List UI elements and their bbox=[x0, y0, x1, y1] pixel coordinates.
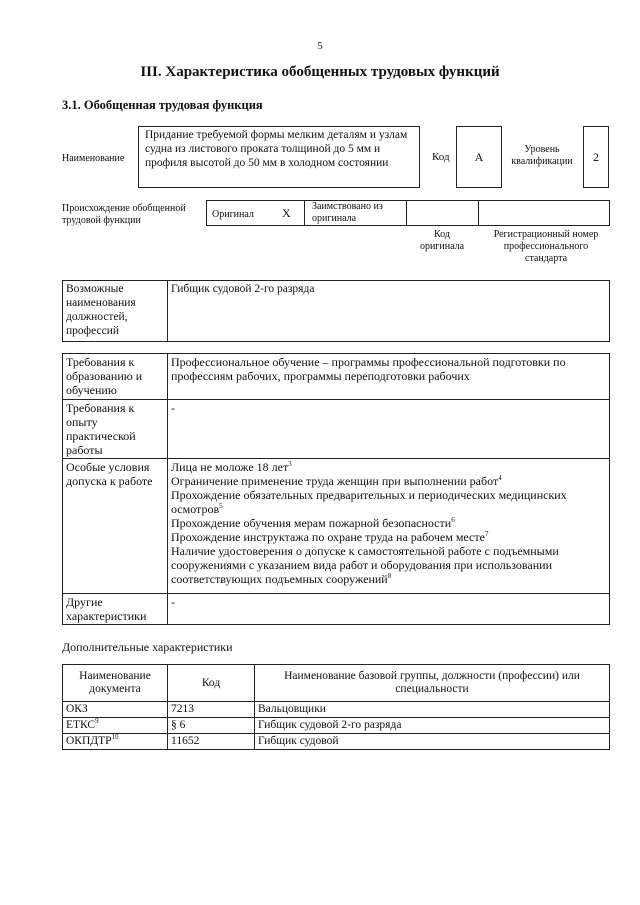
requirements-row-education bbox=[63, 354, 610, 400]
borrowed-label: Заимствовано из оригинала bbox=[312, 201, 383, 224]
level-label: Уровень квалификации bbox=[511, 144, 573, 167]
requirements-row-experience bbox=[63, 400, 610, 459]
footnote-ref: 8 bbox=[387, 572, 392, 580]
condition-line-fire: Прохождение обучения мерам пожарной безопасности$^6$ bbox=[171, 516, 455, 530]
experience-label: Требования к опыту практической работы bbox=[63, 400, 168, 459]
requirements-row-conditions bbox=[63, 459, 610, 594]
positions-label: Возможные наименования должностей, профессий bbox=[63, 281, 168, 342]
condition-line-medical: Прохождение обязательных предварительных и периодических медицинских осмотров$^5$ bbox=[171, 488, 567, 516]
section-title: III. Характеристика обобщенных трудовых функций bbox=[140, 64, 500, 80]
header-name: Наименование базовой группы, должности (профессии) или специальности bbox=[255, 665, 610, 702]
code-cell: 11652 bbox=[168, 734, 255, 750]
doc-cell: ЕТКС$^9$ bbox=[63, 718, 168, 734]
condition-line-safety: Прохождение инструктажа по охране труда на рабочем месте$^7$ bbox=[171, 530, 489, 544]
footnote-ref: 5 bbox=[219, 502, 223, 510]
experience-line: - bbox=[171, 401, 175, 415]
table-row bbox=[63, 718, 610, 734]
condition-line-women: Ограничение применение труда женщин при выполнении работ$^4$ bbox=[171, 474, 502, 488]
code-value-box bbox=[456, 126, 502, 188]
page-number: 5 bbox=[317, 40, 323, 52]
original-label: Оригинал bbox=[212, 209, 254, 220]
education-line: Профессиональное обучение – программы профессиональной подготовки по профессиям рабочих, программы переподготовки рабочих bbox=[171, 355, 566, 383]
name-label: Наименование bbox=[62, 153, 125, 164]
name-cell: Гибщик судовой 2-го разряда bbox=[255, 718, 610, 734]
origin-divider-1 bbox=[304, 200, 305, 226]
doc-cell: ОКЗ bbox=[63, 702, 168, 718]
code-original-caption: Код оригинала bbox=[419, 229, 465, 252]
code-cell: 7213 bbox=[168, 702, 255, 718]
conditions-label: Особые условия допуска к работе bbox=[63, 459, 168, 594]
conditions-value bbox=[168, 459, 610, 594]
footnote-ref: 7 bbox=[484, 530, 489, 538]
table-row bbox=[63, 702, 610, 718]
doc-cell: ОКПДТР$^{10}$ bbox=[63, 734, 168, 750]
other-line: - bbox=[171, 595, 175, 609]
positions-table bbox=[62, 280, 610, 342]
level-value-box bbox=[583, 126, 609, 188]
condition-line-certificate: Наличие удостоверения о допуске к самостоятельной работе с подъемными сооружениями с указанием вида работ и оборудования при использовании соответствующих подъемных сооружений$^8$ bbox=[171, 544, 559, 586]
origin-divider-2 bbox=[406, 200, 407, 226]
function-name-value: Придание требуемой формы мелким деталям и узлам судна из листового проката толщиной до 5 мм и профиля высотой до 50 мм в холодном состоянии bbox=[145, 129, 408, 169]
reg-number-caption: Регистрационный номер профессионального стандарта bbox=[493, 229, 599, 264]
other-label: Другие характеристики bbox=[63, 594, 168, 625]
origin-label: Происхождение обобщенной трудовой функции bbox=[62, 203, 186, 226]
header-document: Наименование документа bbox=[63, 665, 168, 702]
subsection-title: 3.1. Обобщенная трудовая функция bbox=[62, 98, 263, 112]
code-label: Код bbox=[432, 151, 450, 163]
positions-row bbox=[63, 281, 610, 342]
education-label: Требования к образованию и обучению bbox=[63, 354, 168, 400]
name-cell: Вальцовщики bbox=[255, 702, 610, 718]
other-value bbox=[168, 594, 610, 625]
education-value bbox=[168, 354, 610, 400]
origin-divider-3 bbox=[478, 200, 479, 226]
function-name-box bbox=[138, 126, 420, 188]
level-value: 2 bbox=[593, 149, 599, 164]
code-cell: § 6 bbox=[168, 718, 255, 734]
header-code: Код bbox=[168, 665, 255, 702]
requirements-row-other bbox=[63, 594, 610, 625]
condition-line-age: Лица не моложе 18 лет$^3$ bbox=[171, 460, 292, 474]
additional-header-row bbox=[63, 665, 610, 702]
experience-value bbox=[168, 400, 610, 459]
requirements-table bbox=[62, 353, 610, 625]
origin-row bbox=[206, 200, 610, 226]
code-value: А bbox=[474, 149, 484, 164]
footnote-ref: 4 bbox=[498, 474, 502, 482]
additional-table bbox=[62, 664, 610, 750]
additional-title: Дополнительные характеристики bbox=[62, 640, 233, 654]
footnote-ref: 3 bbox=[288, 460, 292, 468]
footnote-ref: 6 bbox=[451, 516, 455, 524]
positions-value: Гибщик судовой 2-го разряда bbox=[168, 281, 610, 342]
original-mark: X bbox=[282, 206, 291, 220]
name-cell: Гибщик судовой bbox=[255, 734, 610, 750]
table-row bbox=[63, 734, 610, 750]
